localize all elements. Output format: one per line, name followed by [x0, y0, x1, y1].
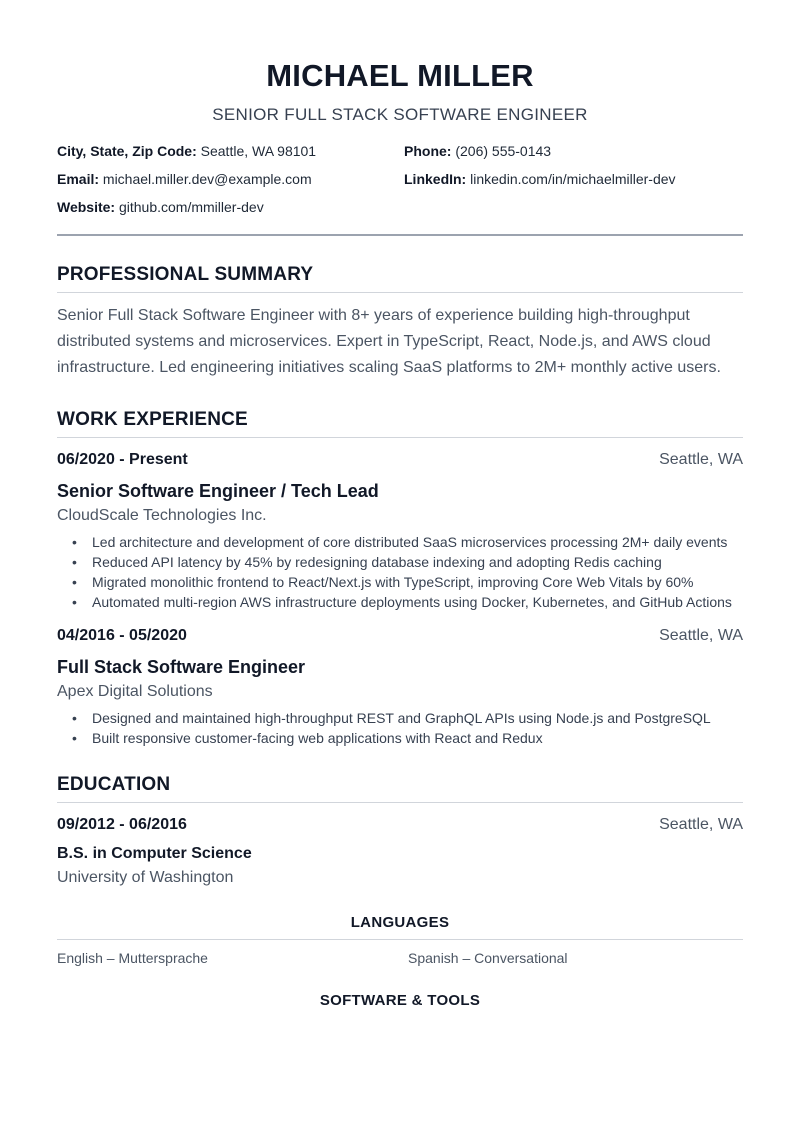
education-degree: B.S. in Computer Science: [57, 845, 252, 862]
education-section: [57, 773, 743, 888]
education-dates: 09/2012 - 06/2016: [57, 816, 187, 833]
job-bullets: [57, 532, 743, 612]
section-title: LANGUAGES: [57, 913, 743, 940]
linkedin-link[interactable]: linkedin.com/in/michaelmiller-dev: [470, 171, 676, 187]
contact-info: [57, 142, 743, 217]
list-item: • Automated multi-region AWS infrastructure deployments using Docker, Kubernetes, and GitHub Actions: [72, 594, 732, 610]
job-company: CloudScale Technologies Inc.: [57, 507, 267, 524]
work-section: [57, 408, 743, 748]
bullet-icon: •: [72, 574, 77, 590]
website-link[interactable]: github.com/mmiller-dev: [118, 199, 264, 215]
list-item: • Migrated monolithic frontend to React/Next.js with TypeScript, improving Core Web Vitals by 60%: [72, 574, 694, 590]
tools-section-title: SOFTWARE & TOOLS: [319, 992, 481, 1009]
section-title: EDUCATION: [57, 773, 743, 803]
summary-section: [57, 263, 743, 381]
job-role: Senior Software Engineer / Tech Lead: [57, 481, 379, 501]
job-role: Full Stack Software Engineer: [57, 657, 306, 677]
bullet-icon: •: [72, 710, 77, 726]
bullet-icon: •: [72, 594, 77, 610]
list-item: • Built responsive customer-facing web applications with React and Redux: [72, 730, 543, 746]
summary-text: Senior Full Stack Software Engineer with 8+ years of experience building high-throughput distributed systems and microservices. Expert in TypeScript, React, Node.js, and AWS cloud infrastructure. Led engineering initiatives scaling SaaS platforms to 2M+ monthly active users.: [57, 307, 721, 376]
language-item: Spanish – Conversational: [408, 950, 568, 966]
job-title: SENIOR FULL STACK SOFTWARE ENGINEER: [212, 105, 588, 124]
languages-section: [57, 913, 743, 967]
candidate-name: MICHAEL MILLER: [266, 58, 534, 93]
job-entry: [57, 626, 743, 748]
list-item: • Led architecture and development of core distributed SaaS microservices processing 2M+ daily events: [72, 534, 728, 550]
header-divider: [57, 234, 743, 236]
contact-linkedin: LinkedIn: linkedin.com/in/michaelmiller-dev: [404, 171, 676, 187]
job-company: Apex Digital Solutions: [57, 683, 213, 700]
education-school: University of Washington: [57, 869, 234, 886]
job-location: Seattle, WA: [659, 451, 743, 468]
contact-location: City, State, Zip Code: Seattle, WA 98101: [57, 143, 317, 159]
bullet-icon: •: [72, 554, 77, 570]
bullet-icon: •: [72, 534, 77, 550]
contact-email: Email: michael.miller.dev@example.com: [57, 171, 312, 187]
job-dates: 06/2020 - Present: [57, 451, 188, 468]
job-entry: [57, 450, 743, 612]
job-bullets: [57, 708, 743, 748]
languages-list: [57, 949, 743, 967]
list-item: • Designed and maintained high-throughput REST and GraphQL APIs using Node.js and PostgreSQL: [72, 710, 711, 726]
email-link[interactable]: michael.miller.dev@example.com: [102, 171, 312, 187]
list-item: • Reduced API latency by 45% by redesigning database indexing and adopting Redis caching: [72, 554, 662, 570]
section-title: WORK EXPERIENCE: [57, 408, 743, 438]
contact-website: Website: github.com/mmiller-dev: [57, 199, 264, 215]
section-title: PROFESSIONAL SUMMARY: [57, 263, 743, 293]
language-item: English – Muttersprache: [57, 950, 208, 966]
education-entry: [57, 815, 743, 888]
job-dates: 04/2016 - 05/2020: [57, 627, 187, 644]
bullet-icon: •: [72, 730, 77, 746]
job-location: Seattle, WA: [659, 627, 743, 644]
contact-phone: Phone: (206) 555-0143: [404, 143, 552, 159]
education-location: Seattle, WA: [659, 816, 743, 833]
